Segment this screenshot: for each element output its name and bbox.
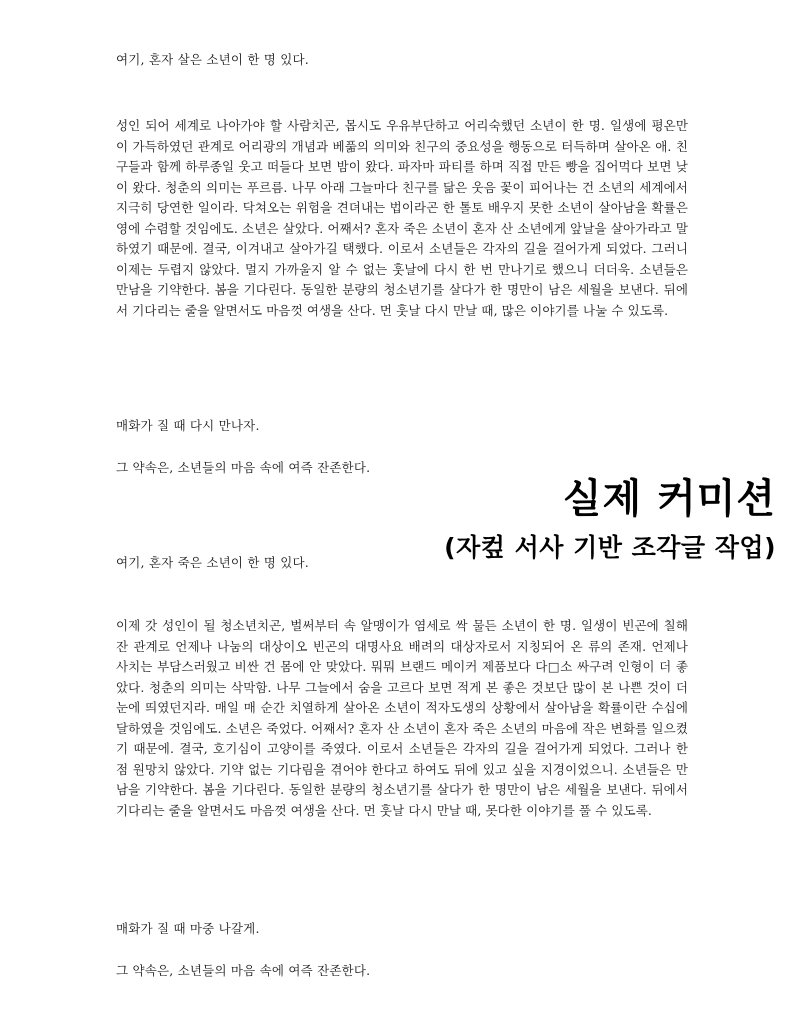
section2-body: 이제 갓 성인이 될 청소년치곤, 벌써부터 속 알맹이가 염세로 싹 물든 소년이 한 명. 일생이 빈곤에 칠해잔 관계로 언제나 나눔의 대상이오 빈곤의 대명사요 배려의 대상자로서 지칭되어 온 류의 존재. 언제나 사치는 부담스러웠고 비싼 건 몸에 안 맞았다. 뭐뭐 브랜드 메이커 제품보다 다□소 싸구려 인형이 더 좋았다. 청춘의 의미는 삭막함. 나무 그늘에서 숨을 고르다 보면 적게 본 좋은 것보단 많이 본 나쁜 것이 더 눈에 띄였던지라. 매일 매 순간 치열하게 살아온 소년이 적자도생의 상황에서 살아남을 확률이란 수십에 달하였을 것임에도. 소년은 죽었다. 어째서? 혼자 산 소년이 혼자 죽은 소년의 마음에 작은 변화를 일으켰기 때문에. 결국, 호기심이 고양이를 죽였다. 이로서 소년들은 각자의 길을 걸어가게 되었다. 그러나 한 점 원망치 않았다. 기약 없는 기다림을 겪어야 한다고 하여도 뒤에 있고 싶을 지경이었으니. 소년들은 만남을 기약한다. 봄을 기다린다. 동일한 분량의 청소년기를 살다가 한 명만이 남은 세월을 보낸다. 뒤에서 기다리는 줄을 알면서도 마음껏 여생을 산다. 먼 훗날 다시 만날 때, 못다한 이야기를 풀 수 있도록. — [116, 618, 688, 818]
section1-intro: 여기, 혼자 살은 소년이 한 명 있다. — [116, 52, 309, 67]
section1-body: 성인 되어 세계로 나아가야 할 사람치곤, 몹시도 우유부단하고 어리숙했던 소년이 한 명. 일생에 평온만이 가득하였던 관계로 어리광의 개념과 베풂의 의미와 친구의 중요성을 행동으로 터득하며 살아온 애. 친구들과 함께 하루종일 웃고 떠들다 보면 밤이 왔다. 파자마 파티를 하며 직접 만든 빵을 집어먹다 보면 낮이 왔다. 청춘의 의미는 푸르름. 나무 아래 그늘마다 친구를 닮은 웃음 꽃이 피어나는 건 소년의 세계에서 지극히 당연한 일이라. 닥쳐오는 위험을 견뎌내는 법이라곤 한 톨토 배우지 못한 소년이 살아남을 확률은 영에 수렴할 것임에도. 소년은 살았다. 어째서? 혼자 죽은 소년이 혼자 산 소년에게 앞날을 살아가라고 말하였기 때문에. 결국, 이겨내고 살아가길 택했다. 이로서 소년들은 각자의 길을 걸어가게 되었다. 그러니 이제는 두렵지 않았다. 멀지 가까울지 알 수 없는 훗날에 다시 한 번 만나기로 했으니 더더욱. 소년들은 만남을 기약한다. 봄을 기다린다. 동일한 분량의 청소년기를 살다가 한 명만이 남은 세월을 보낸다. 뒤에서 기다리는 줄을 알면서도 마음껏 여생을 산다. 먼 훗날 다시 만날 때, 많은 이야기를 나눌 수 있도록. — [116, 118, 688, 318]
section2-closing-remains: 그 약속은, 소년들의 마음 속에 여즉 잔존한다. — [116, 963, 371, 978]
section1-closing-remains: 그 약속은, 소년들의 마음 속에 여즉 잔존한다. — [116, 460, 371, 475]
section2-closing-promise: 매화가 질 때 마중 나갈게. — [116, 921, 260, 936]
commission-title: 실제 커미션 — [562, 476, 776, 522]
section1-closing-promise: 매화가 질 때 다시 만나자. — [116, 418, 260, 433]
section2-intro: 여기, 혼자 죽은 소년이 한 명 있다. — [116, 555, 309, 570]
commission-subtitle: (자컾 서사 기반 조각글 작업) — [444, 531, 776, 565]
